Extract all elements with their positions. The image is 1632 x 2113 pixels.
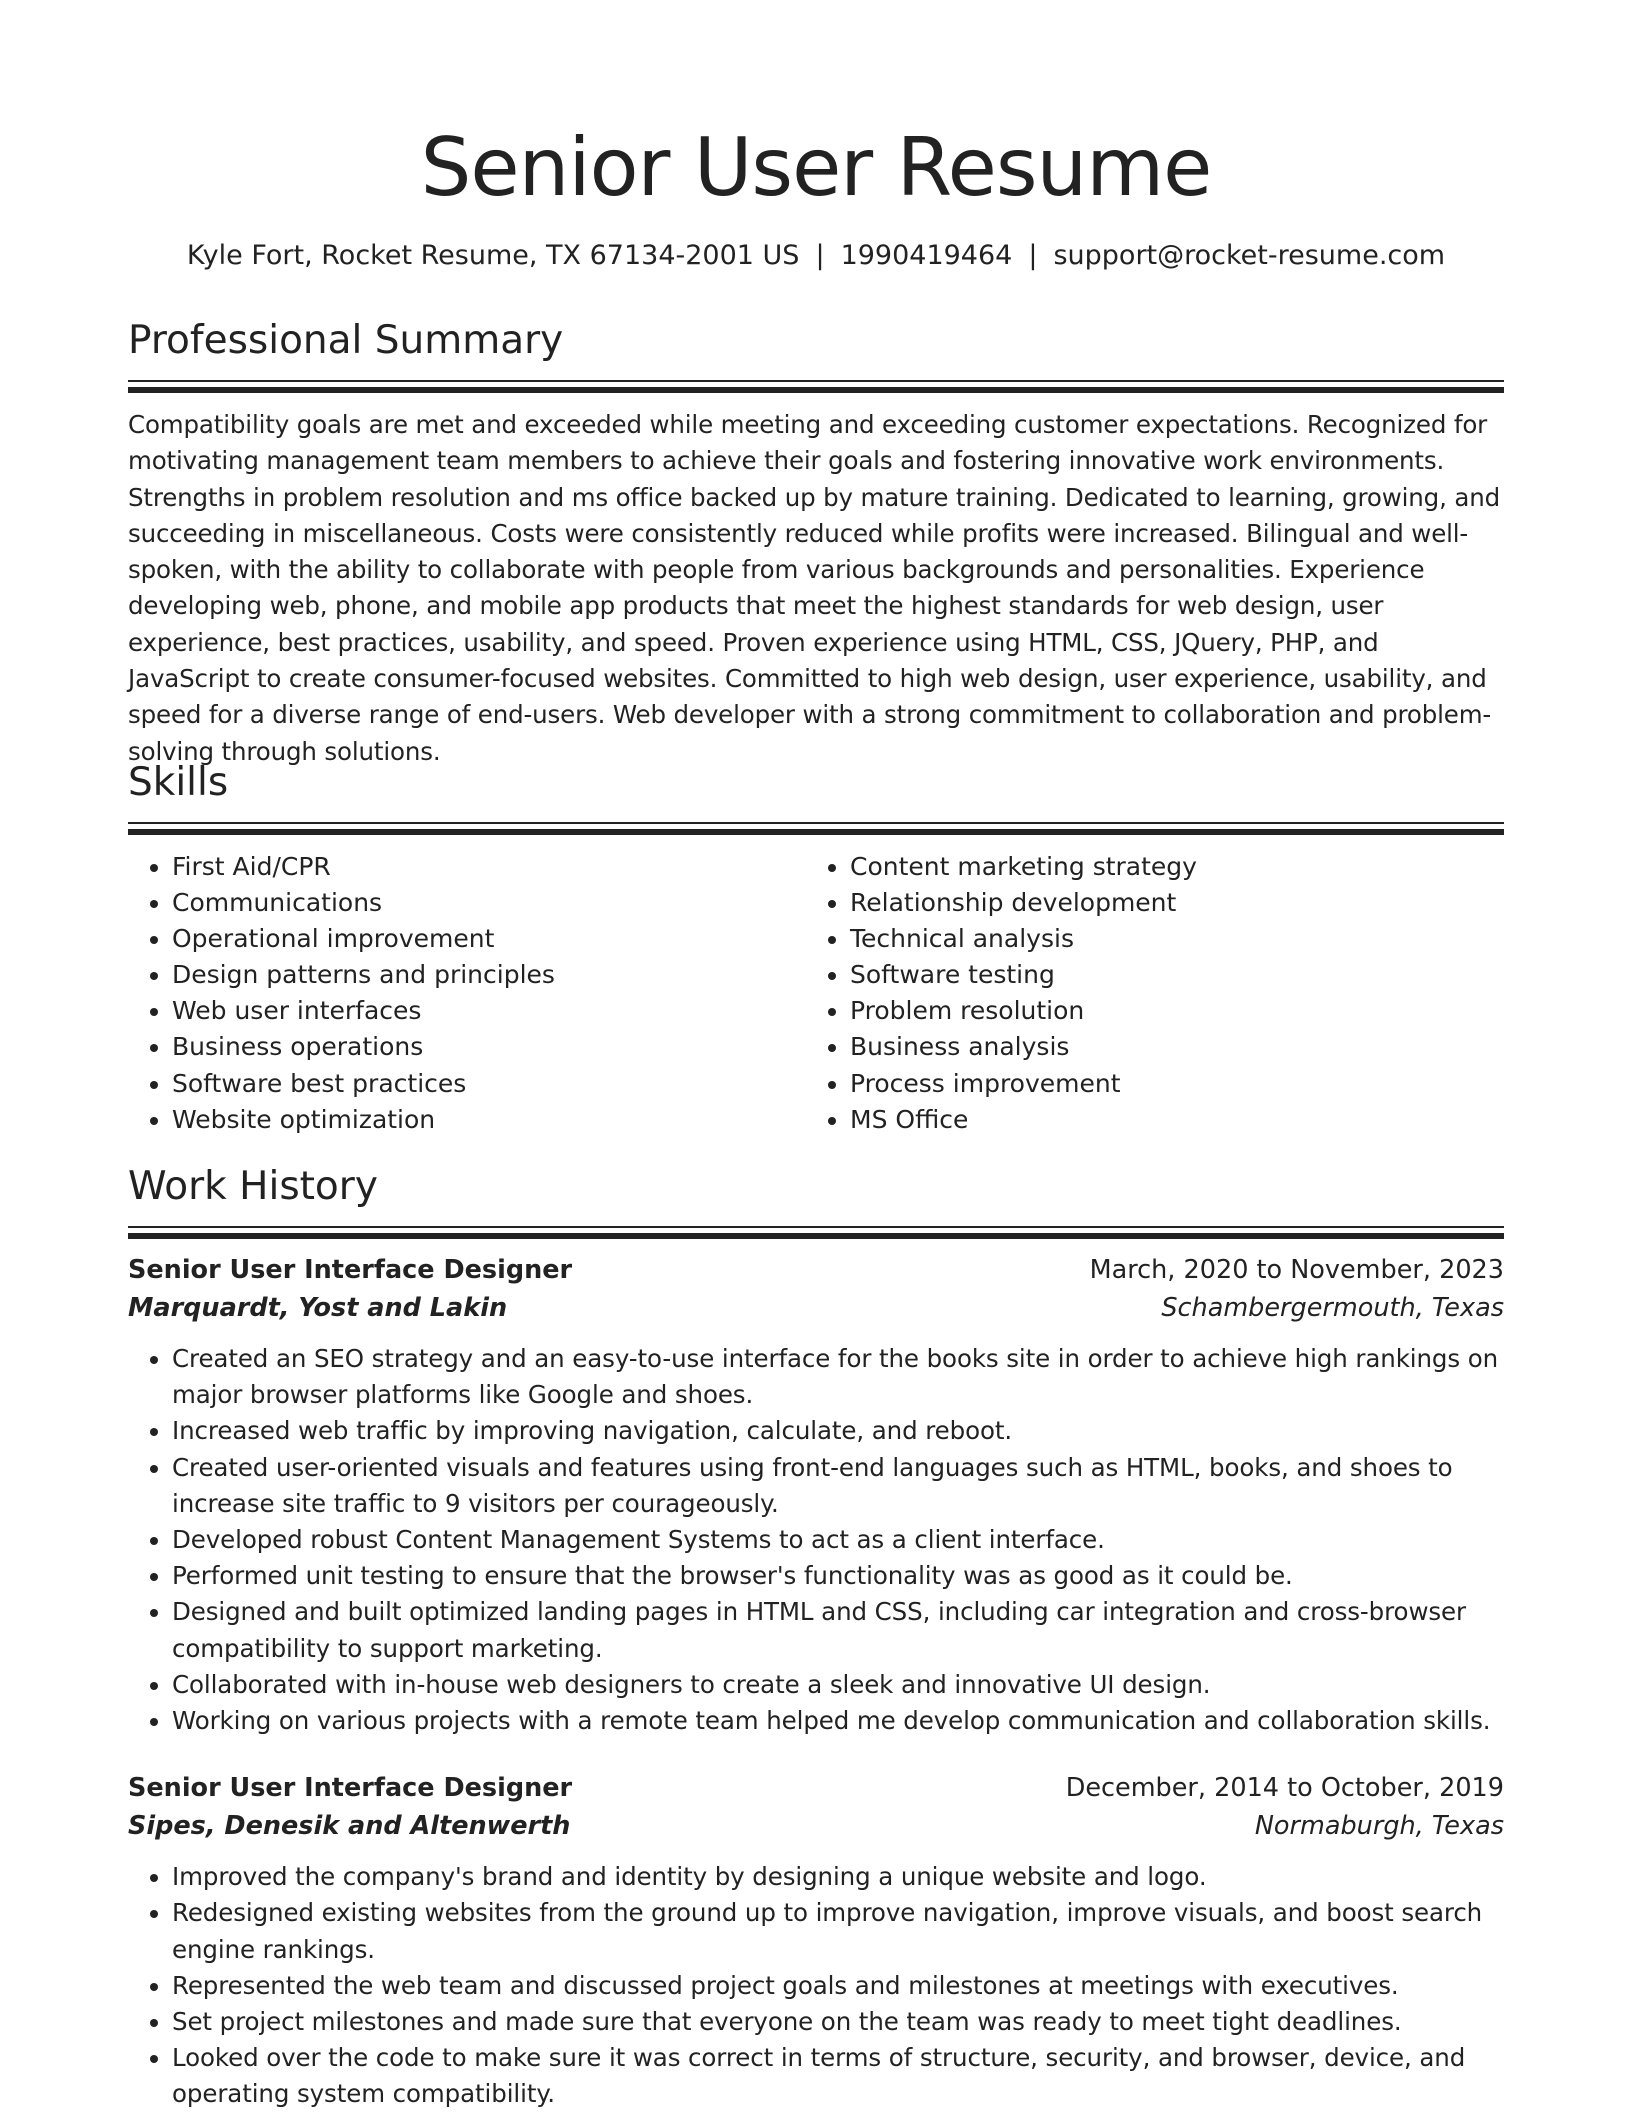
section-divider-thick bbox=[128, 1233, 1504, 1239]
job-bullet: • Redesigned existing websites from the ground up to improve navigation, improve visuals, and boost search engine rankings. bbox=[172, 1895, 1504, 1967]
section-divider bbox=[128, 380, 1504, 382]
work-history-section bbox=[128, 1162, 1504, 2113]
job-bullet: • Collaborated with in-house web designers to create a sleek and innovative UI design. bbox=[172, 1667, 1504, 1703]
resume-title: Senior User Resume bbox=[420, 121, 1212, 214]
contact-line bbox=[128, 238, 1504, 274]
skill-item: • Design patterns and principles bbox=[172, 957, 806, 993]
job-bullet-list bbox=[128, 1859, 1504, 2112]
job-title: Senior User Interface Designer bbox=[128, 1255, 573, 1285]
contact-separator: | bbox=[815, 240, 825, 271]
job-bullet-list bbox=[128, 1341, 1504, 1739]
skill-item: • Communications bbox=[172, 885, 806, 921]
skill-item: • Technical analysis bbox=[850, 921, 1484, 957]
skill-item: • Web user interfaces bbox=[172, 993, 806, 1029]
skill-item: • Process improvement bbox=[850, 1066, 1484, 1102]
job-bullet: • Working on various projects with a remote team helped me develop communication and collaboration skills. bbox=[172, 1703, 1504, 1739]
job-bullet: • Improved the company's brand and identity by designing a unique website and logo. bbox=[172, 1859, 1504, 1895]
job-dates: March, 2020 to November, 2023 bbox=[1089, 1255, 1504, 1285]
job-company: Marquardt, Yost and Lakin bbox=[128, 1293, 508, 1323]
job-location: Normaburgh, Texas bbox=[1254, 1811, 1504, 1842]
job-bullet: • Developed robust Content Management Systems to act as a client interface. bbox=[172, 1522, 1504, 1558]
job-location: Schambergermouth, Texas bbox=[1161, 1293, 1504, 1323]
skill-item: • Business operations bbox=[172, 1029, 806, 1065]
contact-phone: 1990419464 bbox=[840, 240, 1013, 271]
job-header bbox=[128, 1769, 1504, 1807]
skills-right-column bbox=[806, 849, 1484, 1138]
section-divider bbox=[128, 822, 1504, 824]
summary-section bbox=[128, 316, 1504, 770]
skills-heading: Skills bbox=[128, 760, 229, 805]
skill-item: • Software testing bbox=[850, 957, 1484, 993]
contact-email: support@rocket-resume.com bbox=[1053, 240, 1446, 271]
job-bullet: • Represented the web team and discussed project goals and milestones at meetings with executives. bbox=[172, 1968, 1504, 2004]
job-bullet: • Set project milestones and made sure that everyone on the team was ready to meet tight deadlines. bbox=[172, 2004, 1504, 2040]
skills-grid bbox=[128, 849, 1504, 1138]
skill-item: • MS Office bbox=[850, 1102, 1484, 1138]
skills-section bbox=[128, 758, 1504, 1138]
job-title: Senior User Interface Designer bbox=[128, 1773, 573, 1804]
skill-item: • Content marketing strategy bbox=[850, 849, 1484, 885]
skill-item: • Website optimization bbox=[172, 1102, 806, 1138]
contact-address: Kyle Fort, Rocket Resume, TX 67134-2001 US bbox=[186, 240, 800, 271]
job-bullet: • Looked over the code to make sure it was correct in terms of structure, security, and browser, device, and operating system compatibility. bbox=[172, 2040, 1504, 2112]
work-history-heading: Work History bbox=[128, 1164, 378, 1209]
section-divider-thick bbox=[128, 829, 1504, 835]
skill-item: • Relationship development bbox=[850, 885, 1484, 921]
section-divider-thick bbox=[128, 387, 1504, 393]
skill-item: • First Aid/CPR bbox=[172, 849, 806, 885]
contact-separator: | bbox=[1028, 240, 1038, 271]
skill-item: • Operational improvement bbox=[172, 921, 806, 957]
job-entry bbox=[128, 1769, 1504, 2112]
section-divider bbox=[128, 1226, 1504, 1228]
skills-left-column bbox=[128, 849, 806, 1138]
job-bullet: • Created user-oriented visuals and features using front-end languages such as HTML, books, and shoes to increase site traffic to 9 visitors per courageously. bbox=[172, 1450, 1504, 1522]
job-subheader bbox=[128, 1289, 1504, 1327]
skill-item: • Software best practices bbox=[172, 1066, 806, 1102]
job-header bbox=[128, 1251, 1504, 1289]
job-bullet: • Created an SEO strategy and an easy-to-use interface for the books site in order to achieve high rankings on major browser platforms like Google and shoes. bbox=[172, 1341, 1504, 1413]
job-bullet: • Increased web traffic by improving navigation, calculate, and reboot. bbox=[172, 1413, 1504, 1449]
job-entry bbox=[128, 1251, 1504, 1739]
job-company: Sipes, Denesik and Altenwerth bbox=[128, 1811, 571, 1842]
job-bullet: • Performed unit testing to ensure that the browser's functionality was as good as it could be. bbox=[172, 1558, 1504, 1594]
skill-item: • Problem resolution bbox=[850, 993, 1484, 1029]
skill-item: • Business analysis bbox=[850, 1029, 1484, 1065]
job-dates: December, 2014 to October, 2019 bbox=[1065, 1773, 1504, 1804]
summary-text: Compatibility goals are met and exceeded while meeting and exceeding customer expectations. Recognized for motivating management team members to achieve their goals and fostering innovative work environments. Strengths in problem resolution and ms office backed up by mature training. Dedicated to learning, growing, and succeeding in miscellaneous. Costs were consistently reduced while profits were increased. Bilingual and well-spoken, with the ability to collaborate with people from various backgrounds and personalities. Experience developing web, phone, and mobile app products that meet the highest standards for web design, user experience, best practices, usability, and speed. Proven experience using HTML, CSS, JQuery, PHP, and JavaScript to create consumer-focused websites. Committed to high web design, user experience, usability, and speed for a diverse range of end-users. Web developer with a strong commitment to collaboration and problem-solving through solutions. bbox=[128, 410, 1501, 766]
job-bullet: • Designed and built optimized landing pages in HTML and CSS, including car integration and cross-browser compatibility to support marketing. bbox=[172, 1594, 1504, 1666]
summary-heading: Professional Summary bbox=[128, 318, 564, 363]
job-subheader bbox=[128, 1807, 1504, 1845]
